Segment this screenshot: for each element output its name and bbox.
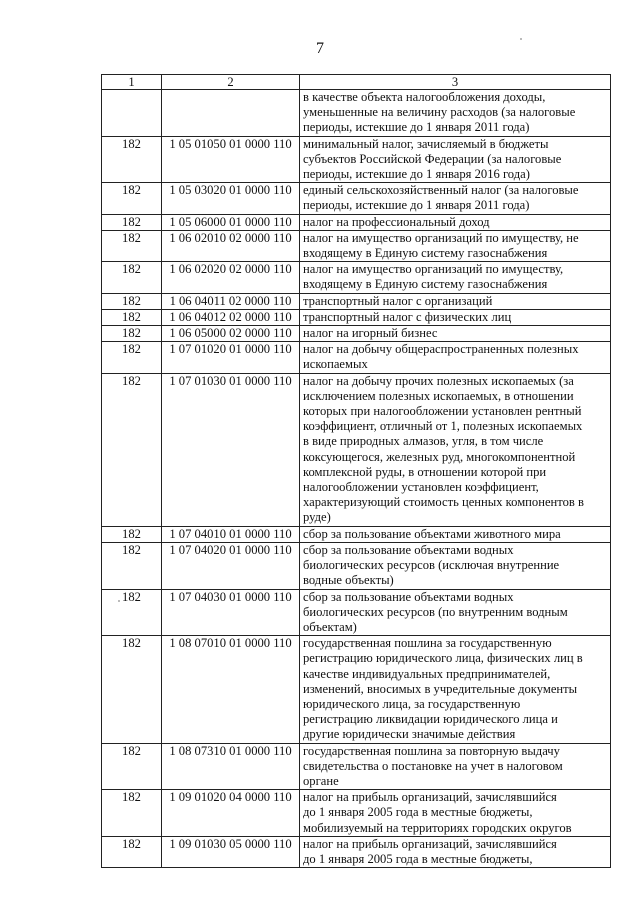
table-row: [102, 309, 611, 325]
description-line: налог на имущество организаций по имуществу, не: [303, 230, 579, 245]
admin-code-cell: 182: [102, 526, 162, 542]
revenue-code-cell: 1 05 03020 01 0000 110: [162, 183, 300, 214]
revenue-description-cell: [300, 293, 611, 309]
revenue-description-cell: [300, 136, 611, 183]
table-row: [102, 262, 611, 293]
revenue-description-cell: [300, 526, 611, 542]
description-line: уменьшенные на величину расходов (за налоговые: [303, 105, 576, 120]
table-body: [102, 90, 611, 868]
revenue-description-cell: [300, 373, 611, 526]
description-line: входящему в Единую систему газоснабжения: [303, 277, 548, 292]
table-row: [102, 342, 611, 373]
admin-code-cell: 182: [102, 183, 162, 214]
revenue-code-cell: 1 08 07310 01 0000 110: [162, 743, 300, 790]
admin-code-cell: [102, 90, 162, 137]
revenue-description-cell: [300, 836, 611, 867]
header-col-1: 1: [102, 75, 162, 90]
table-header-row: [102, 75, 611, 90]
table-row: [102, 214, 611, 230]
table-row: [102, 230, 611, 261]
description-line: руде): [303, 510, 331, 525]
table-row: [102, 743, 611, 790]
admin-code-cell: 182: [102, 636, 162, 743]
revenue-code-cell: 1 07 01030 01 0000 110: [162, 373, 300, 526]
description-line: ископаемых: [303, 357, 368, 372]
description-line: свидетельства о постановке на учет в налоговом: [303, 758, 563, 773]
table-row: [102, 542, 611, 589]
admin-code-cell: 182: [102, 309, 162, 325]
revenue-codes-table: [101, 74, 611, 868]
description-line: субъектов Российской Федерации (за налоговые: [303, 151, 562, 166]
description-line: государственная пошлина за государственную: [303, 636, 552, 651]
description-line: периоды, истекшие до 1 января 2016 года): [303, 167, 530, 182]
description-line: транспортный налог с организаций: [303, 293, 493, 308]
table-row: [102, 326, 611, 342]
table-row: [102, 373, 611, 526]
description-line: изменений, вносимых в учредительные документы: [303, 681, 578, 696]
table-row: [102, 836, 611, 867]
revenue-description-cell: [300, 743, 611, 790]
admin-code-cell: 182: [102, 262, 162, 293]
description-line: налог на имущество организаций по имуществу,: [303, 262, 564, 277]
revenue-code-cell: 1 06 02010 02 0000 110: [162, 230, 300, 261]
header-col-3: 3: [300, 75, 611, 90]
table-row: [102, 183, 611, 214]
admin-code-cell: 182: [102, 342, 162, 373]
admin-code-cell: 182: [102, 136, 162, 183]
header-col-2: 2: [162, 75, 300, 90]
description-line: налог на прибыль организаций, зачислявшийся: [303, 836, 557, 851]
revenue-description-cell: [300, 214, 611, 230]
admin-code-cell: 182: [102, 214, 162, 230]
revenue-description-cell: [300, 326, 611, 342]
admin-code-cell: 182: [102, 373, 162, 526]
admin-code-cell: 182: [102, 589, 162, 636]
description-line: минимальный налог, зачисляемый в бюджеты: [303, 136, 549, 151]
description-line: характеризующий стоимость ценных компонентов в: [303, 495, 584, 510]
table-row: [102, 790, 611, 837]
description-line: регистрацию ликвидации юридического лица и: [303, 712, 558, 727]
table-row: [102, 90, 611, 137]
description-line: налог на добычу общераспространенных полезных: [303, 342, 579, 357]
revenue-code-cell: 1 05 01050 01 0000 110: [162, 136, 300, 183]
description-line: налог на профессиональный доход: [303, 214, 490, 229]
revenue-code-cell: 1 06 02020 02 0000 110: [162, 262, 300, 293]
revenue-code-cell: 1 07 04030 01 0000 110: [162, 589, 300, 636]
description-line: юридического лица, за государственную: [303, 696, 521, 711]
description-line: налог на игорный бизнес: [303, 326, 438, 341]
table-row: [102, 293, 611, 309]
table-row: [102, 589, 611, 636]
revenue-description-cell: [300, 636, 611, 743]
admin-code-cell: 182: [102, 743, 162, 790]
admin-code-cell: 182: [102, 836, 162, 867]
admin-code-cell: 182: [102, 542, 162, 589]
description-line: единый сельскохозяйственный налог (за налоговые: [303, 183, 579, 198]
description-line: органе: [303, 773, 339, 788]
admin-code-cell: 182: [102, 230, 162, 261]
description-line: которых при налогообложении установлен рентный: [303, 404, 582, 419]
description-line: другие юридически значимые действия: [303, 727, 516, 742]
description-line: налог на прибыль организаций, зачислявшийся: [303, 790, 557, 805]
description-line: качестве индивидуальных предпринимателей,: [303, 666, 551, 681]
revenue-code-cell: 1 07 04020 01 0000 110: [162, 542, 300, 589]
revenue-code-cell: [162, 90, 300, 137]
description-line: сбор за пользование объектами водных: [303, 542, 514, 557]
revenue-code-cell: 1 07 04010 01 0000 110: [162, 526, 300, 542]
description-line: до 1 января 2005 года в местные бюджеты,: [303, 805, 533, 820]
description-line: объектам): [303, 619, 357, 634]
revenue-code-cell: 1 07 01020 01 0000 110: [162, 342, 300, 373]
page-number: 7: [316, 40, 324, 57]
revenue-code-cell: 1 06 05000 02 0000 110: [162, 326, 300, 342]
description-line: коксующегося, железных руд, многокомпонентной: [303, 449, 576, 464]
revenue-description-cell: [300, 342, 611, 373]
description-line: периоды, истекшие до 1 января 2011 года): [303, 198, 530, 213]
description-line: исключением полезных ископаемых, в отношении: [303, 388, 574, 403]
revenue-code-cell: 1 06 04012 02 0000 110: [162, 309, 300, 325]
description-line: сбор за пользование объектами животного мира: [303, 526, 561, 541]
scan-mark: [118, 600, 120, 602]
revenue-code-cell: 1 09 01020 04 0000 110: [162, 790, 300, 837]
scan-mark: [520, 38, 522, 40]
description-line: регистрацию юридического лица, физических лиц в: [303, 651, 583, 666]
revenue-code-cell: 1 09 01030 05 0000 110: [162, 836, 300, 867]
revenue-description-cell: [300, 589, 611, 636]
revenue-description-cell: [300, 309, 611, 325]
description-line: периоды, истекшие до 1 января 2011 года): [303, 120, 530, 135]
description-line: биологических ресурсов (по внутренним водным: [303, 604, 568, 619]
revenue-description-cell: [300, 90, 611, 137]
admin-code-cell: 182: [102, 790, 162, 837]
description-line: налог на добычу прочих полезных ископаемых (за: [303, 373, 574, 388]
admin-code-cell: 182: [102, 326, 162, 342]
table-row: [102, 136, 611, 183]
description-line: входящему в Единую систему газоснабжения: [303, 246, 548, 261]
revenue-code-cell: 1 05 06000 01 0000 110: [162, 214, 300, 230]
revenue-description-cell: [300, 542, 611, 589]
revenue-description-cell: [300, 790, 611, 837]
table-row: [102, 526, 611, 542]
description-line: государственная пошлина за повторную выдачу: [303, 743, 560, 758]
revenue-description-cell: [300, 183, 611, 214]
description-line: до 1 января 2005 года в местные бюджеты,: [303, 851, 533, 866]
description-line: транспортный налог с физических лиц: [303, 309, 512, 324]
description-line: мобилизуемый на территориях городских округов: [303, 820, 572, 835]
description-line: в виде природных алмазов, угля, в том числе: [303, 434, 544, 449]
description-line: налогообложении установлен коэффициент,: [303, 480, 539, 495]
revenue-code-cell: 1 06 04011 02 0000 110: [162, 293, 300, 309]
description-line: коэффициент, отличный от 1, полезных ископаемых: [303, 419, 583, 434]
description-line: в качестве объекта налогообложения доходы,: [303, 90, 546, 104]
description-line: сбор за пользование объектами водных: [303, 589, 514, 604]
description-line: водные объекты): [303, 573, 394, 588]
admin-code-cell: 182: [102, 293, 162, 309]
description-line: комплексной руды, в отношении которой при: [303, 464, 547, 479]
revenue-code-cell: 1 08 07010 01 0000 110: [162, 636, 300, 743]
table-row: [102, 636, 611, 743]
description-line: биологических ресурсов (исключая внутренние: [303, 558, 560, 573]
revenue-description-cell: [300, 262, 611, 293]
revenue-description-cell: [300, 230, 611, 261]
